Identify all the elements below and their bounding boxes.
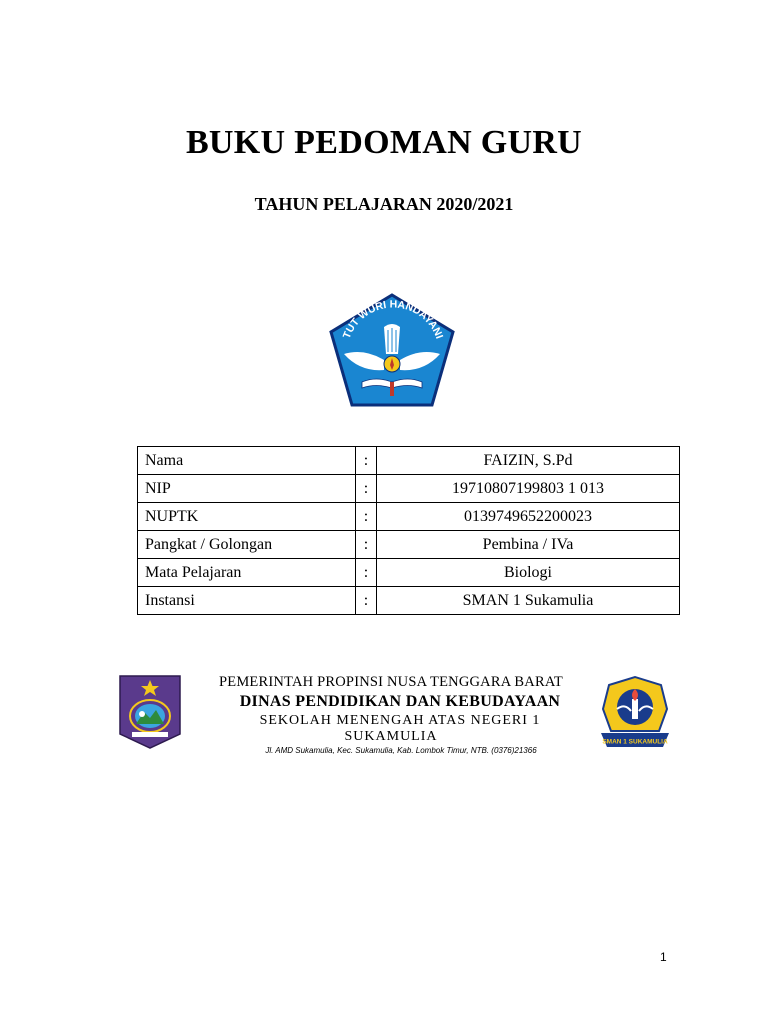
row-value: FAIZIN, S.Pd xyxy=(377,447,680,475)
page-number: 1 xyxy=(660,950,667,964)
academic-year: TAHUN PELAJARAN 2020/2021 xyxy=(254,194,514,214)
table-row xyxy=(138,531,680,559)
row-separator: : xyxy=(356,587,377,615)
table-row xyxy=(138,447,680,475)
school-letterhead xyxy=(186,674,596,755)
letterhead-address: Jl. AMD Sukamulia, Kec. Sukamulia, Kab. Lombok Timur, NTB. (0376)21366 xyxy=(265,746,537,755)
row-label: NUPTK xyxy=(138,503,356,531)
document-title: BUKU PEDOMAN GURU xyxy=(185,124,583,161)
row-label: Nama xyxy=(138,447,356,475)
ntb-province-emblem xyxy=(118,674,182,750)
row-separator: : xyxy=(356,531,377,559)
letterhead-department: DINAS PENDIDIKAN DAN KEBUDAYAAN xyxy=(239,693,561,710)
table-row xyxy=(138,587,680,615)
row-separator: : xyxy=(356,447,377,475)
tut-wuri-handayani-logo xyxy=(326,292,458,410)
row-value: Biologi xyxy=(377,559,680,587)
row-value: SMAN 1 Sukamulia xyxy=(377,587,680,615)
letterhead-school: SEKOLAH MENENGAH ATAS NEGERI 1 xyxy=(259,713,541,728)
table-row xyxy=(138,503,680,531)
letterhead-government: PEMERINTAH PROPINSI NUSA TENGGARA BARAT xyxy=(219,674,563,690)
row-label: NIP xyxy=(138,475,356,503)
row-separator: : xyxy=(356,559,377,587)
row-label: Mata Pelajaran xyxy=(138,559,356,587)
row-label: Pangkat / Golongan xyxy=(138,531,356,559)
table-row xyxy=(138,559,680,587)
table-row xyxy=(138,475,680,503)
emblem-text: TUT WURI HANDAYANI xyxy=(340,298,446,341)
identity-table xyxy=(137,446,680,615)
row-value: 19710807199803 1 013 xyxy=(377,475,680,503)
row-separator: : xyxy=(356,503,377,531)
row-value: 0139749652200023 xyxy=(377,503,680,531)
letterhead-school-city: SUKAMULIA xyxy=(344,729,438,744)
row-separator: : xyxy=(356,475,377,503)
row-label: Instansi xyxy=(138,587,356,615)
school-logo-text: SMAN 1 SUKAMULIA xyxy=(602,738,668,746)
row-value: Pembina / IVa xyxy=(377,531,680,559)
sman-1-sukamulia-logo xyxy=(599,675,671,749)
